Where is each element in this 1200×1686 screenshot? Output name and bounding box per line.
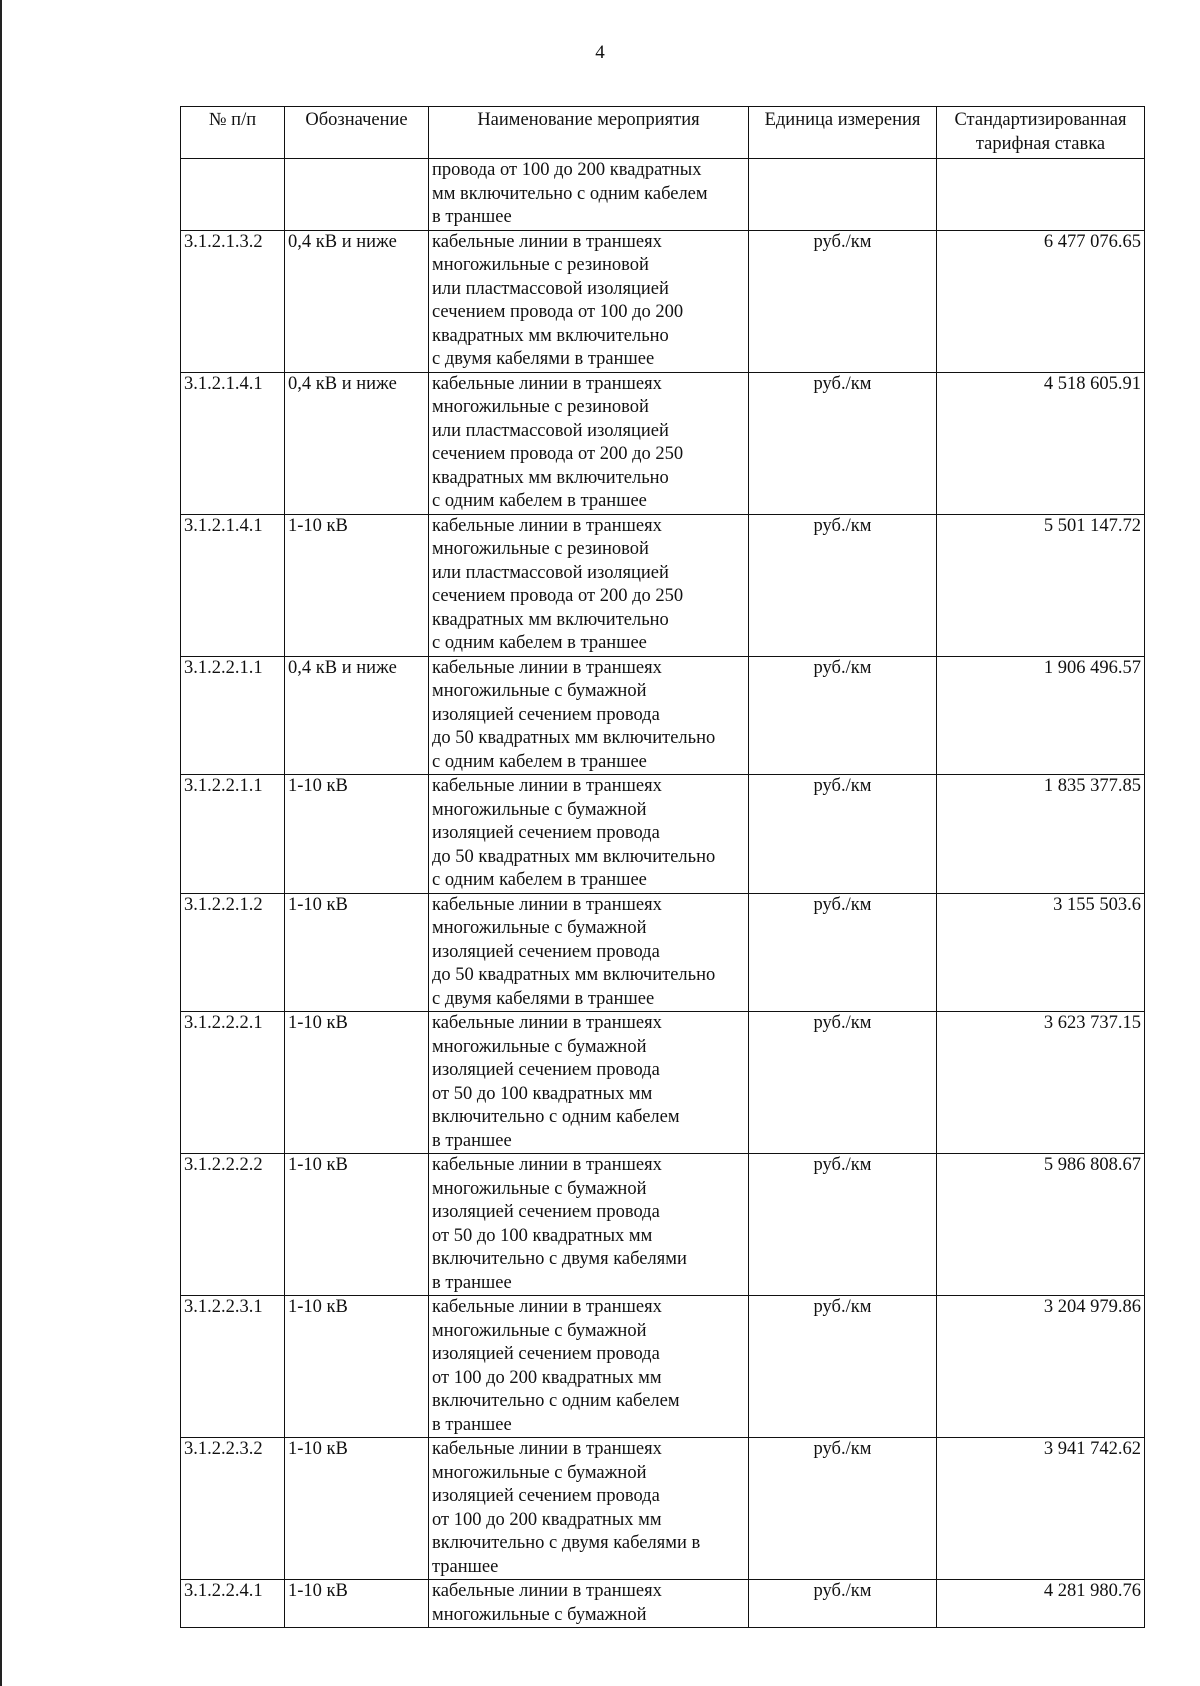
table-row: [181, 775, 1145, 894]
table-row: [181, 1154, 1145, 1296]
cell-designation: 1-10 кВ: [285, 1154, 429, 1296]
cell-designation: 1-10 кВ: [285, 1580, 429, 1628]
cell-rate: [937, 159, 1145, 231]
cell-num: 3.1.2.1.4.1: [181, 372, 285, 514]
cell-num: 3.1.2.2.2.1: [181, 1012, 285, 1154]
cell-unit: руб./км: [749, 514, 937, 656]
cell-rate: 6 477 076.65: [937, 230, 1145, 372]
page-number: 4: [595, 42, 605, 63]
cell-num: 3.1.2.2.2.2: [181, 1154, 285, 1296]
cell-designation: 1-10 кВ: [285, 1296, 429, 1438]
cell-description: кабельные линии в траншеях многожильные с бумажной: [429, 1580, 749, 1628]
header-unit: Единица измерения: [749, 107, 937, 159]
cell-rate: 1 906 496.57: [937, 656, 1145, 775]
cell-designation: 1-10 кВ: [285, 775, 429, 894]
cell-num: 3.1.2.1.3.2: [181, 230, 285, 372]
table-header-row: [181, 107, 1145, 159]
cell-rate: 3 623 737.15: [937, 1012, 1145, 1154]
table-row: [181, 230, 1145, 372]
header-description: Наименование мероприятия: [429, 107, 749, 159]
cell-rate: 5 501 147.72: [937, 514, 1145, 656]
cell-num: 3.1.2.2.1.2: [181, 893, 285, 1012]
cell-unit: руб./км: [749, 1012, 937, 1154]
cell-num: 3.1.2.2.1.1: [181, 775, 285, 894]
cell-num: [181, 159, 285, 231]
cell-rate: 4 518 605.91: [937, 372, 1145, 514]
cell-unit: руб./км: [749, 1154, 937, 1296]
cell-description: кабельные линии в траншеях многожильные с бумажной изоляцией сечением провода от 50 до 100 квадратных мм включительно с двумя кабелями в траншее: [429, 1154, 749, 1296]
cell-designation: 1-10 кВ: [285, 1438, 429, 1580]
cell-rate: 5 986 808.67: [937, 1154, 1145, 1296]
cell-unit: руб./км: [749, 1296, 937, 1438]
cell-num: 3.1.2.2.3.2: [181, 1438, 285, 1580]
cell-unit: [749, 159, 937, 231]
cell-num: 3.1.2.1.4.1: [181, 514, 285, 656]
cell-designation: 0,4 кВ и ниже: [285, 230, 429, 372]
cell-description: кабельные линии в траншеях многожильные с бумажной изоляцией сечением провода от 100 до 200 квадратных мм включительно с двумя кабелями в траншее: [429, 1438, 749, 1580]
cell-description: кабельные линии в траншеях многожильные с бумажной изоляцией сечением провода до 50 квадратных мм включительно с одним кабелем в траншее: [429, 775, 749, 894]
cell-description: кабельные линии в траншеях многожильные с бумажной изоляцией сечением провода до 50 квадратных мм включительно с одним кабелем в траншее: [429, 656, 749, 775]
cell-num: 3.1.2.2.4.1: [181, 1580, 285, 1628]
table-row: [181, 893, 1145, 1012]
table-row: [181, 1296, 1145, 1438]
table-row: [181, 1438, 1145, 1580]
cell-num: 3.1.2.2.3.1: [181, 1296, 285, 1438]
table-row: [181, 372, 1145, 514]
table-row: [181, 159, 1145, 231]
scan-edge-line: [0, 0, 2, 1686]
cell-unit: руб./км: [749, 1438, 937, 1580]
table-row: [181, 1580, 1145, 1628]
cell-rate: 3 155 503.6: [937, 893, 1145, 1012]
cell-designation: 0,4 кВ и ниже: [285, 656, 429, 775]
cell-designation: [285, 159, 429, 231]
cell-description: кабельные линии в траншеях многожильные с бумажной изоляцией сечением провода от 100 до 200 квадратных мм включительно с одним кабелем в траншее: [429, 1296, 749, 1438]
table-row: [181, 514, 1145, 656]
table-row: [181, 1012, 1145, 1154]
cell-description: провода от 100 до 200 квадратных мм включительно с одним кабелем в траншее: [429, 159, 749, 231]
cell-rate: 3 941 742.62: [937, 1438, 1145, 1580]
cell-description: кабельные линии в траншеях многожильные с бумажной изоляцией сечением провода от 50 до 100 квадратных мм включительно с одним кабелем в траншее: [429, 1012, 749, 1154]
header-designation: Обозначение: [285, 107, 429, 159]
cell-description: кабельные линии в траншеях многожильные с резиновой или пластмассовой изоляцией сечением провода от 100 до 200 квадратных мм включительно с двумя кабелями в траншее: [429, 230, 749, 372]
cell-designation: 1-10 кВ: [285, 893, 429, 1012]
cell-unit: руб./км: [749, 656, 937, 775]
table-body: [181, 159, 1145, 1628]
cell-rate: 4 281 980.76: [937, 1580, 1145, 1628]
cell-designation: 0,4 кВ и ниже: [285, 372, 429, 514]
cell-unit: руб./км: [749, 775, 937, 894]
header-rate: Стандартизированная тарифная ставка: [937, 107, 1145, 159]
cell-designation: 1-10 кВ: [285, 514, 429, 656]
cell-rate: 3 204 979.86: [937, 1296, 1145, 1438]
cell-description: кабельные линии в траншеях многожильные с резиновой или пластмассовой изоляцией сечением провода от 200 до 250 квадратных мм включительно с одним кабелем в траншее: [429, 372, 749, 514]
cell-description: кабельные линии в траншеях многожильные с бумажной изоляцией сечением провода до 50 квадратных мм включительно с двумя кабелями в траншее: [429, 893, 749, 1012]
cell-designation: 1-10 кВ: [285, 1012, 429, 1154]
tariff-table: [180, 106, 1145, 1628]
cell-description: кабельные линии в траншеях многожильные с резиновой или пластмассовой изоляцией сечением провода от 200 до 250 квадратных мм включительно с одним кабелем в траншее: [429, 514, 749, 656]
cell-unit: руб./км: [749, 230, 937, 372]
table-row: [181, 656, 1145, 775]
cell-rate: 1 835 377.85: [937, 775, 1145, 894]
cell-unit: руб./км: [749, 893, 937, 1012]
cell-unit: руб./км: [749, 1580, 937, 1628]
cell-unit: руб./км: [749, 372, 937, 514]
header-num: № п/п: [181, 107, 285, 159]
cell-num: 3.1.2.2.1.1: [181, 656, 285, 775]
